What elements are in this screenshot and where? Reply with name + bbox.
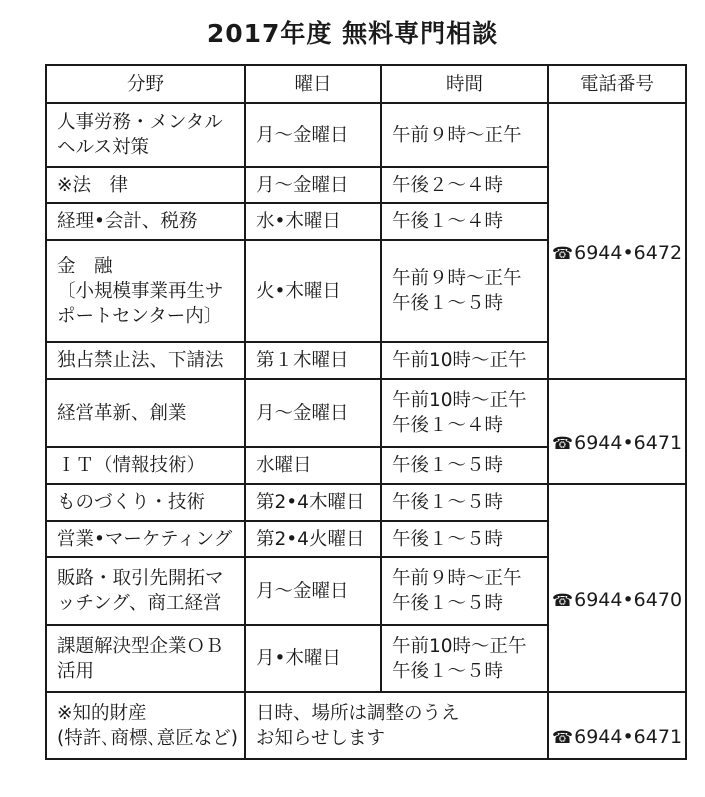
day-cell: 月•木曜日 xyxy=(245,625,381,692)
time-cell: 午前９時～正午 xyxy=(381,103,548,167)
telephone-icon: ☎ xyxy=(551,243,574,264)
day-cell: 月～金曜日 xyxy=(245,557,381,625)
time-cell: 午前９時～正午 午後１～５時 xyxy=(381,557,548,625)
telephone-icon: ☎ xyxy=(551,728,574,748)
phone-number: 6944•6471 xyxy=(574,432,683,454)
day-cell: 第１木曜日 xyxy=(245,342,381,379)
time-cell: 午後１～５時 xyxy=(381,447,548,484)
field-cell: 独占禁止法、下請法 xyxy=(46,342,245,379)
time-cell: 午後１～５時 xyxy=(381,521,548,557)
table-row xyxy=(46,484,686,521)
field-cell: ※法 律 xyxy=(46,167,245,203)
day-cell: 月～金曜日 xyxy=(245,103,381,167)
time-cell: 午後１～４時 xyxy=(381,203,548,240)
field-cell: ＩＴ（情報技術） xyxy=(46,447,245,484)
day-cell: 水•木曜日 xyxy=(245,203,381,240)
header-field: 分野 xyxy=(46,65,245,103)
field-cell: 経理•会計、税務 xyxy=(46,203,245,240)
field-cell: ものづくり・技術 xyxy=(46,484,245,521)
field-cell: 販路・取引先開拓マ ッチング、商工経営 xyxy=(46,557,245,625)
phone-cell xyxy=(548,484,686,692)
phone-number: 6944•6471 xyxy=(574,726,683,748)
field-cell: 営業•マーケティング xyxy=(46,521,245,557)
table-row xyxy=(46,379,686,447)
day-cell: 水曜日 xyxy=(245,447,381,484)
time-cell: 午前10時～正午 午後１～４時 xyxy=(381,379,548,447)
table-row xyxy=(46,103,686,167)
consultation-table xyxy=(45,64,687,760)
day-time-cell: 日時、場所は調整のうえ お知らせします xyxy=(245,692,548,759)
time-cell: 午前10時～正午 xyxy=(381,342,548,379)
phone-cell xyxy=(548,692,686,759)
field-cell: 課題解決型企業ＯＢ 活用 xyxy=(46,625,245,692)
page-title: 2017年度 無料専門相談 xyxy=(206,19,499,48)
telephone-icon: ☎ xyxy=(551,590,574,611)
header-phone: 電話番号 xyxy=(548,65,686,103)
phone-number: 6944•6470 xyxy=(574,588,683,611)
day-cell: 火•木曜日 xyxy=(245,240,381,342)
telephone-icon: ☎ xyxy=(551,434,574,454)
day-cell: 月～金曜日 xyxy=(245,379,381,447)
time-cell: 午前９時～正午 午後１～５時 xyxy=(381,240,548,342)
phone-number: 6944•6472 xyxy=(574,241,683,264)
time-cell: 午後２～４時 xyxy=(381,167,548,203)
header-day: 曜日 xyxy=(245,65,381,103)
time-cell: 午前10時～正午 午後１～５時 xyxy=(381,625,548,692)
day-cell: 月～金曜日 xyxy=(245,167,381,203)
field-cell: 金 融 〔小規模事業再生サ ポートセンター内〕 xyxy=(46,240,245,342)
day-cell: 第2•4木曜日 xyxy=(245,484,381,521)
header-row xyxy=(46,65,686,103)
time-cell: 午後１～５時 xyxy=(381,484,548,521)
field-cell: 人事労務・メンタル ヘルス対策 xyxy=(46,103,245,167)
phone-cell xyxy=(548,379,686,484)
day-cell: 第2•4火曜日 xyxy=(245,521,381,557)
phone-cell xyxy=(548,103,686,379)
field-cell: 経営革新、創業 xyxy=(46,379,245,447)
table-row xyxy=(46,692,686,759)
header-time: 時間 xyxy=(381,65,548,103)
field-cell: ※知的財産 (特許､商標､意匠など) xyxy=(46,692,245,759)
